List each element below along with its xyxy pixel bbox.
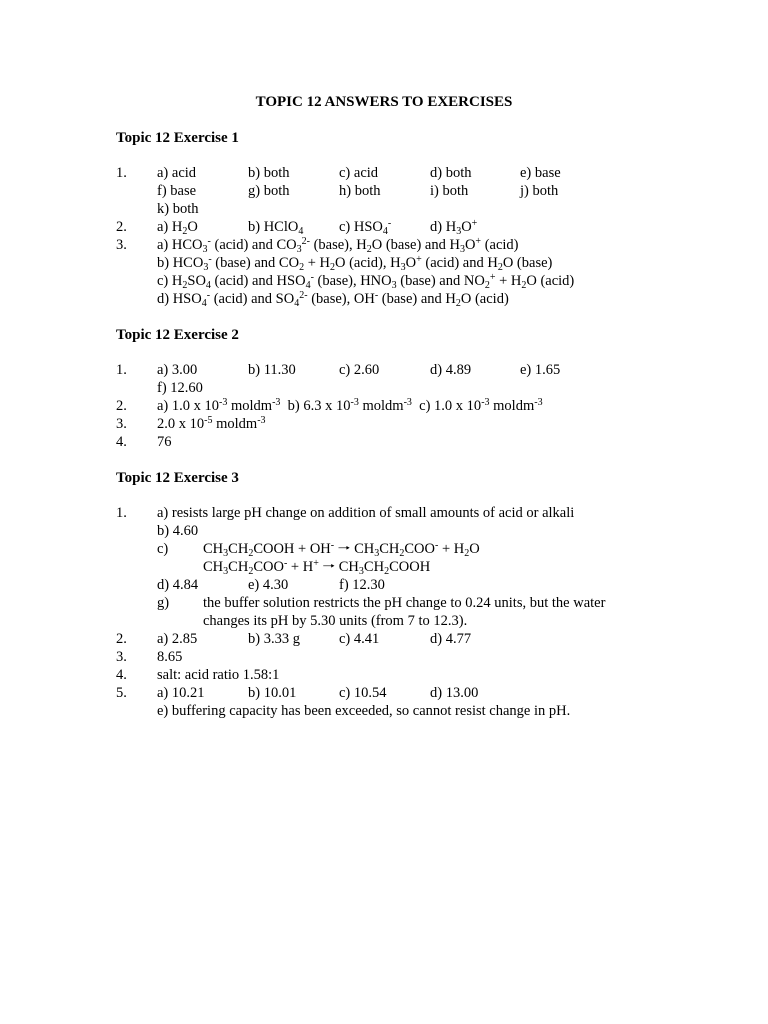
- answer-item: c) $H_2SO_4$ (acid) and $HSO_4^-$ (base), $HNO_3$ (base) and $NO_2^+ + H_2O$ (acid): [157, 272, 575, 291]
- answer-item: b) HClO$_4$: [248, 219, 304, 237]
- answer-item: a) 1.0 x $10^{-3}$ moldm$^{-3}$ b) 6.3 x $10^{-3}$ moldm$^{-3}$ c) 1.0 x $10^{-3}$ moldm$^{-3}$: [157, 397, 543, 414]
- exercise-3-heading: Topic 12 Exercise 3: [116, 470, 239, 486]
- page-title: TOPIC 12 ANSWERS TO EXERCISES: [255, 94, 513, 110]
- answer-item: a) $HCO_3^-$ (acid) and $CO_3^{2-}$ (base), $H_2O$ (base) and $H_3O^+$ (acid): [157, 236, 519, 255]
- question-number: 1.: [116, 505, 127, 521]
- answer-item: 8.65: [157, 649, 183, 665]
- answer-item: b) 3.33 g: [248, 631, 300, 647]
- answer-item: c): [157, 541, 169, 557]
- answer-item: e) 1.65: [520, 362, 561, 378]
- answer-item: f) 12.30: [339, 577, 385, 593]
- answer-item: a) acid: [157, 165, 197, 181]
- answer-item: b) 11.30: [248, 362, 296, 378]
- answer-item: d) 4.77: [430, 631, 472, 647]
- answer-item: e) 4.30: [248, 577, 289, 593]
- answer-item: c) acid: [339, 165, 379, 181]
- answer-item: b) both: [248, 165, 290, 181]
- answer-item: d) $H_3O^+$: [430, 218, 478, 237]
- answer-item: a) 10.21: [157, 685, 205, 701]
- answer-item: 76: [157, 434, 172, 450]
- question-number: 1.: [116, 165, 127, 181]
- question-number: 5.: [116, 685, 127, 701]
- question-number: 2.: [116, 631, 127, 647]
- question-number: 1.: [116, 362, 127, 378]
- answer-item: g) both: [248, 183, 290, 199]
- answer-item: f) base: [157, 183, 197, 199]
- answer-item: h) both: [339, 183, 381, 199]
- answer-item: d) 13.00: [430, 685, 479, 701]
- arrow-icon: 🠒: [322, 559, 336, 575]
- answer-item: g): [157, 595, 170, 611]
- answer-item: c) $HSO_4^-$: [339, 218, 392, 237]
- equation: $CH_3CH_2COOH + OH^-$ 🠒 $CH_3CH_2COO^- + H_2O$: [203, 540, 480, 559]
- answer-item: a) $H_2O$: [157, 219, 198, 237]
- answer-item: j) both: [520, 183, 559, 199]
- question-number: 4.: [116, 667, 127, 683]
- question-number: 2.: [116, 219, 127, 235]
- answer-item: k) both: [157, 201, 199, 217]
- answer-item: b) $HCO_3^-$ (base) and $CO_2 + H_2O$ (acid), $H_3O^+$ (acid) and $H_2O$ (base): [157, 254, 553, 273]
- answer-item: the buffer solution restricts the pH change to 0.24 units, but the water: [203, 595, 606, 611]
- answer-item: a) 3.00: [157, 362, 198, 378]
- answer-item: i) both: [430, 183, 469, 199]
- question-number: 3.: [116, 416, 127, 432]
- answer-item: d) 4.89: [430, 362, 472, 378]
- answer-item: b) 10.01: [248, 685, 297, 701]
- equation: $CH_3CH_2COO^- + H^+$ 🠒 $CH_3CH_2COOH$: [203, 558, 431, 577]
- exercise-1-heading: Topic 12 Exercise 1: [116, 130, 239, 146]
- answer-item: e) base: [520, 165, 561, 181]
- answer-item: c) 4.41: [339, 631, 380, 647]
- answer-item: 2.0 x $10^{-5}$ moldm$^{-3}$: [157, 415, 266, 432]
- answer-item: c) 10.54: [339, 685, 387, 701]
- answer-item: e) buffering capacity has been exceeded, so cannot resist change in pH.: [157, 703, 571, 719]
- answer-item: f) 12.60: [157, 380, 203, 396]
- answer-item: salt: acid ratio 1.58:1: [157, 667, 280, 683]
- question-number: 4.: [116, 434, 127, 450]
- question-number: 3.: [116, 649, 127, 665]
- question-number: 2.: [116, 398, 127, 414]
- arrow-icon: 🠒: [337, 541, 351, 557]
- answer-item: d) $HSO_4^-$ (acid) and $SO_4^{2-}$ (base), OH- (base) and $H_2O$ (acid): [157, 290, 509, 309]
- question-number: 3.: [116, 237, 127, 253]
- answer-item: d) 4.84: [157, 577, 199, 593]
- answer-item: b) 4.60: [157, 523, 199, 539]
- answer-item: c) 2.60: [339, 362, 380, 378]
- answer-item: a) 2.85: [157, 631, 198, 647]
- answer-item: a) resists large pH change on addition of small amounts of acid or alkali: [157, 505, 575, 521]
- answer-item: changes its pH by 5.30 units (from 7 to 12.3).: [203, 613, 468, 629]
- answer-item: d) both: [430, 165, 472, 181]
- exercise-2-heading: Topic 12 Exercise 2: [116, 327, 239, 343]
